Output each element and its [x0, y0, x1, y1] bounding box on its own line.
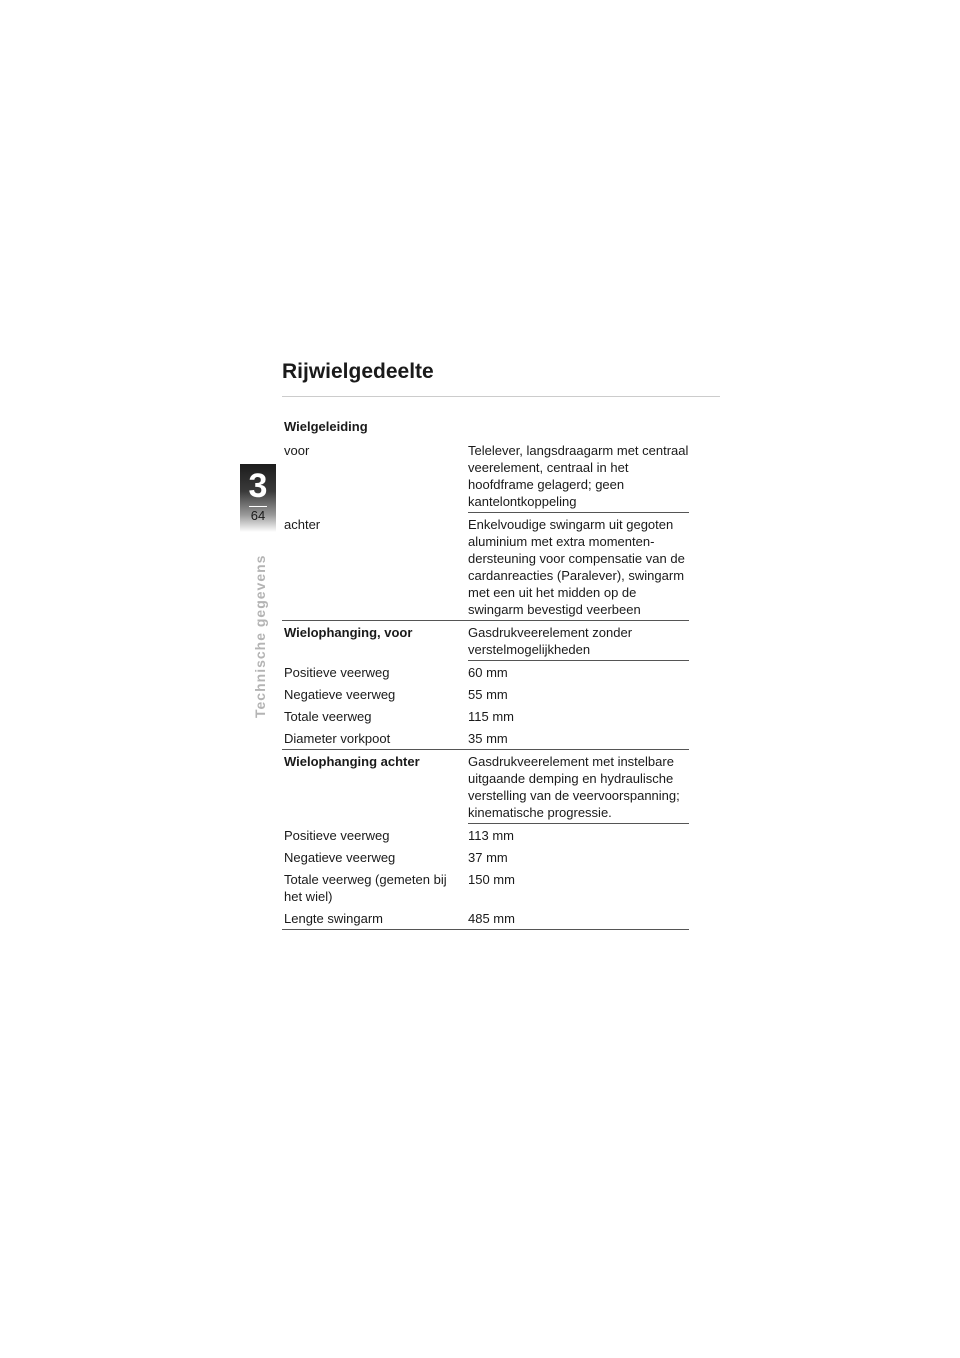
title-rule [282, 396, 720, 397]
spec-row [282, 750, 689, 824]
spec-value: Enkelvoudige swingarm uit gegoten aluminium met extra momentendersteuning voor compensatie van de cardanreacties (Paralever), swingarm met een uit het midden op de swingarm bevestigd veerbeen [468, 517, 685, 617]
spec-value: 35 mm [468, 731, 508, 746]
spec-value: Telelever, langsdraagarm met centraal veerelement, centraal in het hoofdframe gelagerd; geen kantelontkoppeling [468, 439, 689, 513]
spec-row [282, 705, 689, 727]
spec-label: Lengte swingarm [284, 911, 383, 926]
spec-label: Positieve veerweg [284, 665, 390, 680]
spec-label: achter [284, 517, 321, 532]
spec-value: 150 mm [468, 872, 515, 887]
spec-value: 115 mm [468, 709, 514, 724]
spec-heading: Wielgeleiding [284, 419, 368, 434]
spec-value: Gasdrukveerelement zonder verstelmogelijkheden [468, 621, 689, 661]
spec-label: Wielophanging, voor [284, 625, 413, 640]
spec-row [282, 846, 689, 868]
spec-value: 113 mm [468, 828, 514, 843]
spec-value: 37 mm [468, 850, 508, 865]
spec-row [282, 439, 689, 513]
spec-label: Diameter vorkpoot [284, 731, 391, 746]
spec-label: Negatieve veerweg [284, 850, 396, 865]
spec-value: 55 mm [468, 687, 508, 702]
spec-row [282, 868, 689, 907]
spec-row [282, 907, 689, 930]
spec-row [282, 727, 689, 750]
spec-row [282, 513, 689, 621]
spec-label: Wielophanging achter [284, 754, 420, 769]
spec-row [282, 683, 689, 705]
spec-label: voor [284, 443, 310, 458]
chapter-number: 3 [248, 467, 268, 505]
spec-label: Positieve veerweg [284, 828, 390, 843]
spec-row [282, 824, 689, 846]
spec-row [282, 661, 689, 683]
spec-value: 60 mm [468, 665, 508, 680]
page-number: 64 [250, 508, 266, 523]
spec-value: 485 mm [468, 911, 515, 926]
spec-row [282, 621, 689, 661]
spec-label: Totale veerweg [284, 709, 372, 724]
section-title: Rijwielgedeelte [282, 360, 434, 383]
spec-label: Totale veerweg (gemeten bij het wiel) [284, 872, 447, 904]
spec-value: Gasdrukveerelement met instelbare uitgaande demping en hydraulische verstelling van de veervoorspanning; kinematische progressie. [468, 750, 689, 824]
chapter-side-label: Technische gegevens [252, 554, 268, 718]
chapter-divider [249, 506, 267, 507]
spec-table [282, 417, 689, 930]
spec-label: Negatieve veerweg [284, 687, 396, 702]
